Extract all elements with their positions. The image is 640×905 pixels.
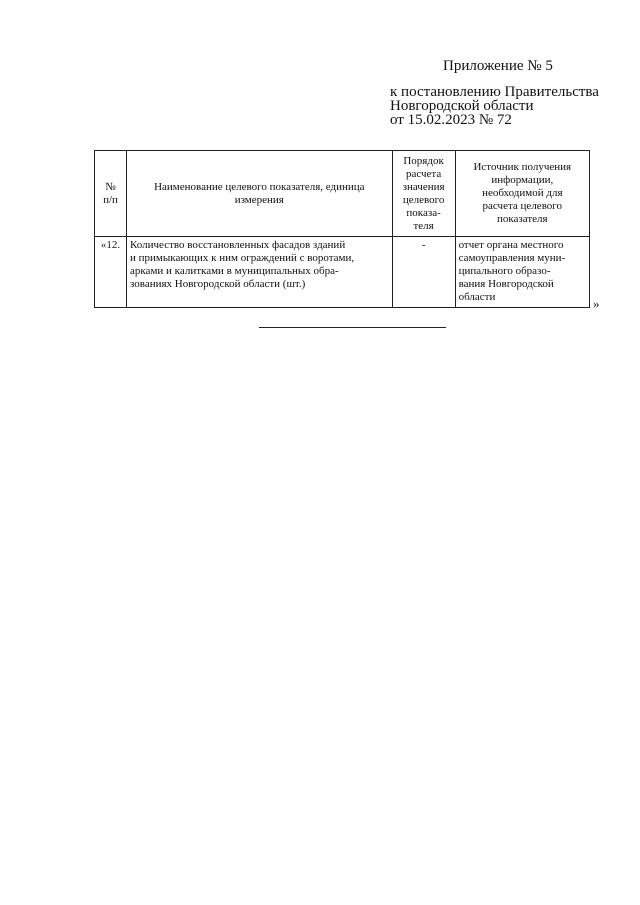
appendix-resolution: к постановлению Правительства — [390, 84, 599, 100]
indicators-table — [94, 150, 590, 308]
appendix-region: Новгородской области — [390, 98, 534, 114]
table-row — [95, 237, 590, 308]
header-indicator-name: Наименование целевого показателя, единица измерения — [127, 151, 393, 237]
appendix-title: Приложение № 5 — [443, 58, 553, 74]
header-number-sign: № — [105, 180, 116, 193]
header-number — [95, 151, 127, 237]
closing-quote: » — [593, 296, 600, 311]
header-calculation-order: Порядок расчета значения целевого показа- теля — [392, 151, 455, 237]
row-calculation-order: - — [392, 237, 455, 308]
row-indicator-name: Количество восстановленных фасадов зданий и примыкающих к ним ограждений с воротами, арками и калитками в муниципальных обра- зованиях Новгородской области (шт.) — [127, 237, 393, 308]
appendix-header — [390, 58, 620, 127]
row-information-source: отчет органа местного самоуправления муни- ципального образо- вания Новгородской области — [455, 237, 589, 308]
row-number: «12. — [95, 237, 127, 308]
header-number-abbr: п/п — [103, 193, 118, 206]
table-header-row — [95, 151, 590, 237]
header-information-source: Источник получения информации, необходимой для расчета целевого показателя — [455, 151, 589, 237]
end-divider — [259, 327, 446, 328]
appendix-date: от 15.02.2023 № 72 — [390, 112, 512, 128]
